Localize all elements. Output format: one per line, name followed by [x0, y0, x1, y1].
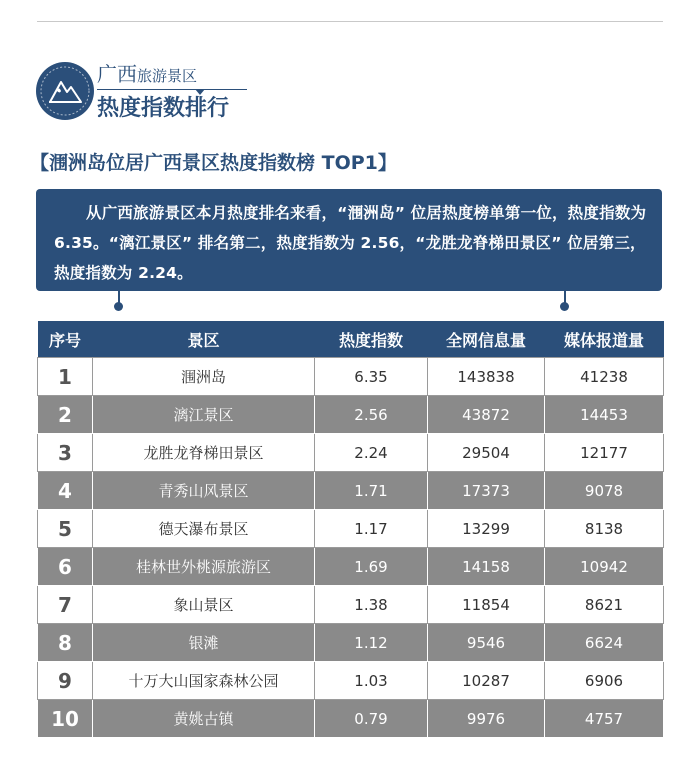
rank-cell: 5: [38, 510, 93, 548]
info-cell: 9546: [428, 624, 545, 662]
name-cell: 十万大山国家森林公园: [93, 662, 315, 700]
column-header-index: 热度指数: [315, 321, 428, 358]
top-divider: [37, 21, 663, 22]
header-category: 旅游景区: [137, 67, 198, 85]
media-cell: 8138: [545, 510, 664, 548]
info-cell: 29504: [428, 434, 545, 472]
table-row: [38, 396, 664, 434]
media-cell: 9078: [545, 472, 664, 510]
summary-box: [36, 189, 662, 291]
info-cell: 143838: [428, 358, 545, 396]
table-row: [38, 472, 664, 510]
column-header-info: 全网信息量: [428, 321, 545, 358]
column-header-name: 景区: [93, 321, 315, 358]
header-region: 广西: [97, 62, 137, 86]
index-cell: 0.79: [315, 700, 428, 738]
index-cell: 6.35: [315, 358, 428, 396]
rank-cell: 7: [38, 586, 93, 624]
media-cell: 6906: [545, 662, 664, 700]
rank-cell: 8: [38, 624, 93, 662]
media-cell: 12177: [545, 434, 664, 472]
index-cell: 1.71: [315, 472, 428, 510]
index-cell: 2.24: [315, 434, 428, 472]
table-row: [38, 586, 664, 624]
table-row: [38, 358, 664, 396]
table-row: [38, 510, 664, 548]
index-cell: 1.17: [315, 510, 428, 548]
mountain-landscape-icon: [36, 62, 94, 120]
name-cell: 银滩: [93, 624, 315, 662]
info-cell: 10287: [428, 662, 545, 700]
rank-cell: 3: [38, 434, 93, 472]
rank-cell: 4: [38, 472, 93, 510]
summary-text: 从广西旅游景区本月热度排名来看，“涠洲岛” 位居热度榜单第一位，热度指数为 6.35。“漓江景区” 排名第二，热度指数为 2.56，“龙胜龙脊梯田景区” 位居第三， 热度指数为 2.24。: [54, 204, 647, 282]
info-cell: 14158: [428, 548, 545, 586]
connector-dot-left: [114, 302, 123, 311]
info-cell: 17373: [428, 472, 545, 510]
table-row: [38, 548, 664, 586]
rank-cell: 9: [38, 662, 93, 700]
index-cell: 1.69: [315, 548, 428, 586]
table-row: [38, 624, 664, 662]
media-cell: 10942: [545, 548, 664, 586]
media-cell: 14453: [545, 396, 664, 434]
name-cell: 德天瀑布景区: [93, 510, 315, 548]
info-cell: 13299: [428, 510, 545, 548]
table-row: [38, 434, 664, 472]
column-header-media: 媒体报道量: [545, 321, 664, 358]
info-cell: 11854: [428, 586, 545, 624]
name-cell: 涠洲岛: [93, 358, 315, 396]
name-cell: 青秀山风景区: [93, 472, 315, 510]
media-cell: 8621: [545, 586, 664, 624]
name-cell: 漓江景区: [93, 396, 315, 434]
rank-cell: 6: [38, 548, 93, 586]
media-cell: 4757: [545, 700, 664, 738]
index-cell: 1.38: [315, 586, 428, 624]
info-cell: 43872: [428, 396, 545, 434]
index-cell: 1.03: [315, 662, 428, 700]
column-header-rank: 序号: [38, 321, 93, 358]
table-row: [38, 662, 664, 700]
name-cell: 桂林世外桃源旅游区: [93, 548, 315, 586]
index-cell: 2.56: [315, 396, 428, 434]
section-title: 【涠洲岛位居广西景区热度指数榜 TOP1】: [30, 152, 397, 174]
name-cell: 象山景区: [93, 586, 315, 624]
media-cell: 41238: [545, 358, 664, 396]
index-cell: 1.12: [315, 624, 428, 662]
media-cell: 6624: [545, 624, 664, 662]
header-title-line1: [97, 62, 197, 88]
header-title-line2: 热度指数排行: [97, 96, 230, 121]
connector-dot-right: [560, 302, 569, 311]
rank-cell: 1: [38, 358, 93, 396]
info-cell: 9976: [428, 700, 545, 738]
name-cell: 龙胜龙脊梯田景区: [93, 434, 315, 472]
table-row: [38, 700, 664, 738]
name-cell: 黄姚古镇: [93, 700, 315, 738]
rank-cell: 10: [38, 700, 93, 738]
table-header-row: [38, 321, 664, 358]
rank-cell: 2: [38, 396, 93, 434]
header-underline: [97, 89, 247, 90]
ranking-table: [37, 321, 664, 738]
